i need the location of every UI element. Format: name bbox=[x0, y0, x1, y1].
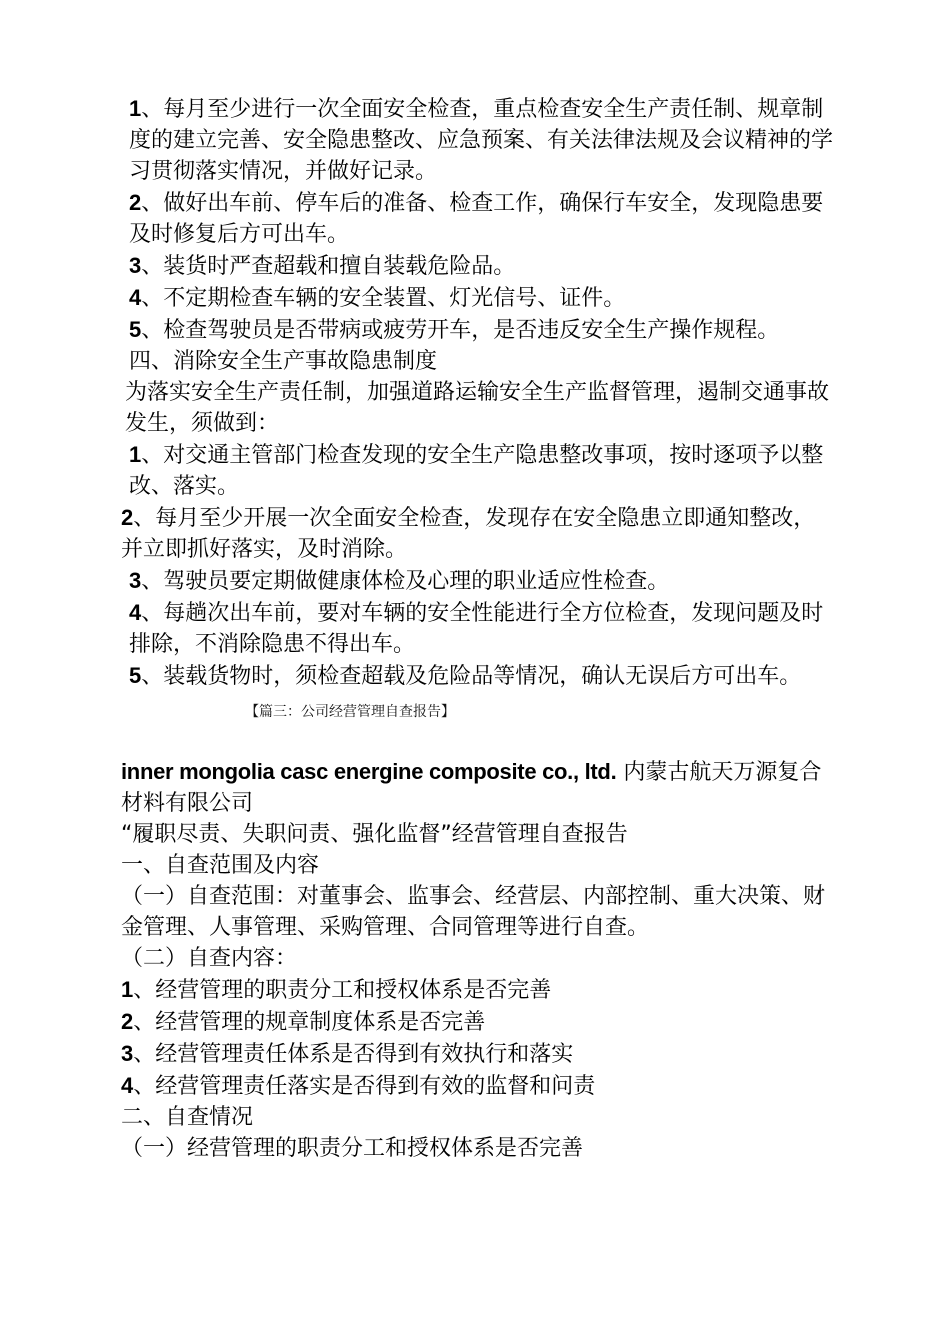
list-item-a5: 5、检查驾驶员是否带病或疲劳开车，是否违反安全生产操作规程。 bbox=[129, 317, 780, 343]
report-title: “履职尽责、失职问责、强化监督”经营管理自查报告 bbox=[121, 822, 628, 847]
list-item-a4: 4、不定期检查车辆的安全装置、灯光信号、证件。 bbox=[129, 285, 626, 311]
list-item-c2: 2、经营管理的规章制度体系是否完善 bbox=[121, 1009, 486, 1035]
list-item-a1: 1、每月至少进行一次全面安全检查，重点检查安全生产责任制、规章制度的建立完善、安全隐患整改、应急预案、有关法律法规及会议精神的学习贯彻落实情况，并做好记录。 bbox=[129, 96, 834, 184]
section-heading-1: 一、自查范围及内容 bbox=[121, 853, 320, 878]
list-item-b5: 5、装载货物时，须检查超载及危险品等情况，确认无误后方可出车。 bbox=[129, 663, 802, 689]
content-label: （二）自查内容： bbox=[121, 946, 298, 971]
list-item-b4: 4、每趟次出车前，要对车辆的安全性能进行全方位检查，发现问题及时排除，不消除隐患不得出车。 bbox=[129, 600, 824, 657]
list-item-a2: 2、做好出车前、停车后的准备、检查工作，确保行车安全，发现隐患要及时修复后方可出车。 bbox=[129, 190, 824, 247]
section-heading-2: 二、自查情况 bbox=[121, 1105, 254, 1130]
company-name-cn: 内蒙古航天万源复合材料有限公司 bbox=[121, 760, 822, 816]
list-item-b1: 1、对交通主管部门检查发现的安全生产隐患整改事项，按时逐项予以整改、落实。 bbox=[129, 442, 824, 499]
document-page bbox=[115, 93, 835, 1164]
intro-paragraph: 为落实安全生产责任制，加强道路运输安全生产监督管理，遏制交通事故发生，须做到： bbox=[125, 380, 830, 436]
list-item-c1: 1、经营管理的职责分工和授权体系是否完善 bbox=[121, 977, 552, 1003]
company-name bbox=[115, 756, 835, 819]
list-item-b2: 2、每月至少开展一次全面安全检查，发现存在安全隐患立即通知整改，并立即抓好落实，及时消除。 bbox=[121, 505, 816, 562]
section-heading-4: 四、消除安全生产事故隐患制度 bbox=[129, 349, 438, 374]
company-name-en: inner mongolia casc energine composite co., ltd. bbox=[121, 759, 617, 784]
list-item-a3: 3、装货时严查超载和擅自装载危险品。 bbox=[129, 253, 516, 279]
list-item-b3: 3、驾驶员要定期做健康体检及心理的职业适应性检查。 bbox=[129, 568, 670, 594]
list-item-c4: 4、经营管理责任落实是否得到有效的监督和问责 bbox=[121, 1073, 596, 1099]
scope-paragraph: （一）自查范围：对董事会、监事会、经营层、内部控制、重大决策、财金管理、人事管理、采购管理、合同管理等进行自查。 bbox=[121, 884, 826, 940]
chapter-caption: 【篇三：公司经营管理自查报告】 bbox=[245, 704, 455, 720]
list-item-c3: 3、经营管理责任体系是否得到有效执行和落实 bbox=[121, 1041, 574, 1067]
subsection-heading-1: （一）经营管理的职责分工和授权体系是否完善 bbox=[121, 1136, 584, 1161]
